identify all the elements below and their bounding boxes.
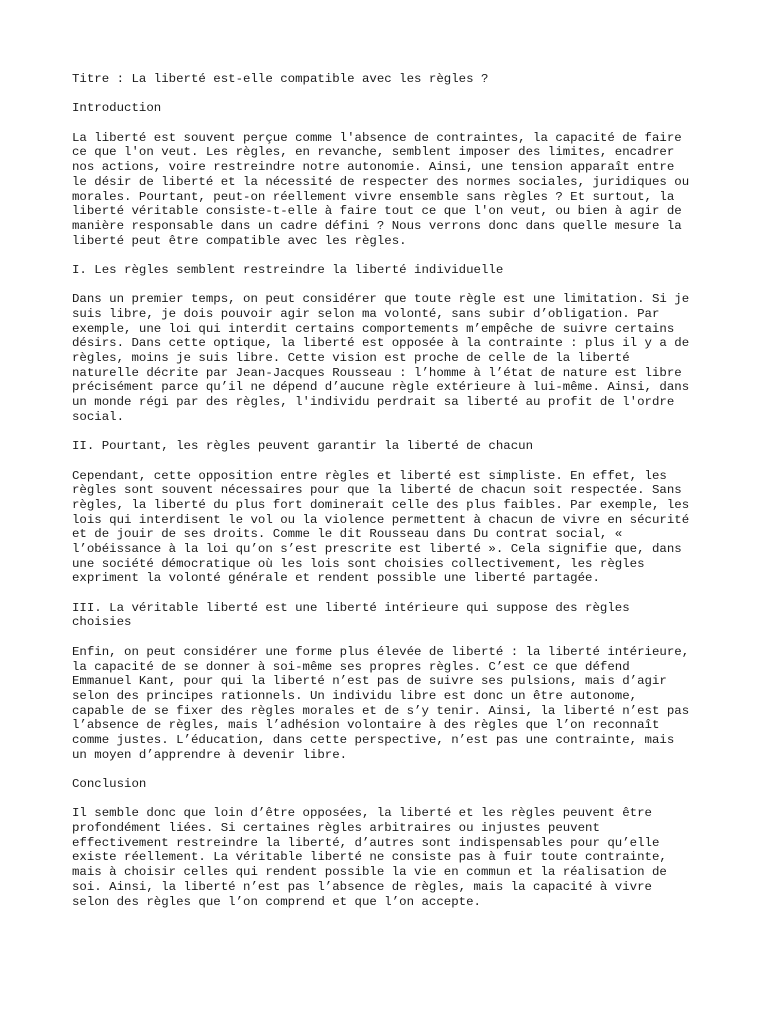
text-line: morales. Pourtant, peut-on réellement vivre ensemble sans règles ? Et surtout, la [72,189,675,204]
text-line: I. Les règles semblent restreindre la liberté individuelle [72,262,504,277]
text-line: Conclusion [72,777,147,791]
text-line: Il semble donc que loin d’être opposées, la liberté et les règles peuvent être [72,806,652,821]
text-line: La liberté est souvent perçue comme l'absence de contraintes, la capacité de faire [72,130,682,145]
text-line: III. La véritable liberté est une liberté intérieure qui suppose des règles [72,600,630,615]
text-line: manière responsable dans un cadre défini ? Nous verrons donc dans quelle mesure la [72,218,682,233]
paragraph-conclusion [72,806,702,909]
text-line: choisies [72,615,132,630]
text-line: Titre : La liberté est-elle compatible avec les règles ? [72,72,489,86]
text-line: social. [72,409,125,424]
heading-conclusion [72,777,702,792]
text-line: expriment la volonté générale et rendent possible une liberté partagée. [72,571,600,586]
text-line: existe réellement. La véritable liberté ne consiste pas à fuir toute contrainte, [72,850,667,865]
text-line: nos actions, voire restreindre notre autonomie. Ainsi, une tension apparaît entre [72,160,675,175]
text-line: l’obéissance à la loi qu’on s’est prescrite est liberté ». Cela signifie que, dans [72,542,682,556]
paragraph-part-1 [72,292,702,424]
heading-part-3 [72,601,702,630]
heading-part-1 [72,263,702,278]
text-line: exemple, une loi qui interdit certains comportements m’empêche de suivre certains [72,321,675,336]
text-line: naturelle décrite par Jean-Jacques Rousseau : l’homme à l’état de nature est libre [72,365,682,380]
text-line: règles sont souvent nécessaires pour que la liberté de chacun soit respectée. Sans [72,483,682,498]
paragraph-part-3 [72,645,702,763]
text-line: un monde régi par des règles, l'individu perdrait sa liberté au profit de l'ordre [72,395,675,410]
text-line: précisément parce qu’il ne dépend d’aucune règle extérieure à lui-même. Ainsi, dans [72,380,690,395]
text-line: comme justes. L’éducation, dans cette perspective, n’est pas une contrainte, mais [72,732,675,747]
heading-introduction [72,101,702,116]
text-line: Introduction [72,101,162,116]
text-line: Cependant, cette opposition entre règles et liberté est simpliste. En effet, les [72,468,667,483]
text-line: mais à choisir celles qui rendent possible la vie en commun et la réalisation de [72,865,667,880]
text-line: l’absence de règles, mais l’adhésion volontaire à des règles que l’on reconnaît [72,718,660,733]
text-line: soi. Ainsi, la liberté n’est pas l’absence de règles, mais la capacité à vivre [72,879,652,894]
text-line: selon des principes rationnels. Un individu libre est donc un être autonome, [72,688,638,703]
text-line: liberté peut être compatible avec les règles. [72,233,407,248]
paragraph-part-2 [72,469,702,587]
text-line: effectivement restreindre la liberté, d’autres sont indispensables pour qu’elle [72,835,660,850]
text-line: la capacité de se donner à soi-même ses propres règles. C’est ce que défend [72,659,630,674]
text-line: règles, la liberté du plus fort dominerait celle des plus faibles. Par exemple, les [72,497,690,512]
heading-part-2 [72,439,702,454]
text-line: suis libre, je dois pouvoir agir selon ma volonté, sans subir d’obligation. Par [72,307,660,321]
text-line: capable de se fixer des règles morales et de s’y tenir. Ainsi, la liberté n’est pas [72,703,690,718]
text-line: et de jouir de ses droits. Comme le dit Rousseau dans Du contrat social, « [72,527,623,542]
text-line: le désir de liberté et la nécessité de respecter des normes sociales, juridiques ou [72,174,690,189]
text-line: liberté véritable consiste-t-elle à faire tout ce que l'on veut, ou bien à agir de [72,204,682,219]
text-line: selon des règles que l’on comprend et que l’on accepte. [72,894,481,909]
text-line: désirs. Dans cette optique, la liberté est opposée à la contrainte : plus il y a de [72,336,690,351]
text-line: règles, moins je suis libre. Cette vision est proche de celle de la liberté [72,351,630,366]
text-line: Enfin, on peut considérer une forme plus élevée de liberté : la liberté intérieure, [72,644,690,659]
text-line: Emmanuel Kant, pour qui la liberté n’est pas de suivre ses pulsions, mais d’agir [72,674,667,689]
text-line: II. Pourtant, les règles peuvent garantir la liberté de chacun [72,439,534,454]
text-line: ce que l'on veut. Les règles, en revanche, semblent imposer des limites, encadrer [72,145,675,160]
text-line: une société démocratique où les lois sont choisies collectivement, les règles [72,556,645,571]
text-line: Dans un premier temps, on peut considérer que toute règle est une limitation. Si je [72,292,690,307]
paragraph-introduction [72,131,702,249]
document-page [72,72,702,924]
text-line: profondément liées. Si certaines règles arbitraires ou injustes peuvent [72,821,600,836]
text-line: lois qui interdisent le vol ou la violence permettent à chacun de vivre en sécurité [72,512,690,527]
text-line: un moyen d’apprendre à devenir libre. [72,747,348,762]
doc-title [72,72,702,87]
